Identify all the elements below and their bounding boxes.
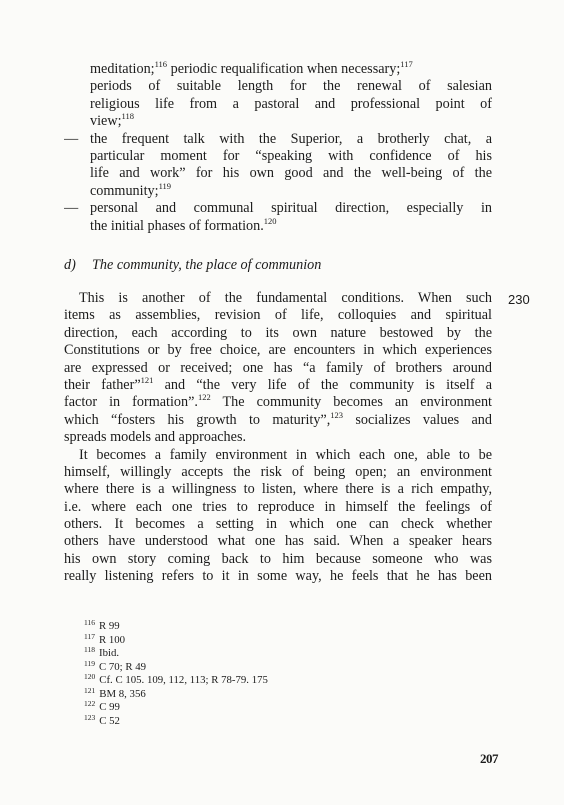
text-run: meditation; [90, 61, 155, 77]
text-run: others. It becomes a setting in which one can check whether [64, 516, 492, 533]
text-run: items as assemblies, revision of life, colloquies and spiritual [64, 307, 492, 324]
list-line [64, 61, 492, 78]
text-run: personal and communal spiritual direction, especially in [90, 200, 492, 217]
text-run: Constitutions or by free choice, are encounters in which experiences [64, 342, 492, 359]
text-run: really listening refers to it in some way, he feels that he has been [64, 568, 492, 585]
footnote-number: 119 [84, 658, 95, 668]
paragraph-line [64, 551, 492, 568]
margin-paragraph-number: 230 [508, 292, 530, 307]
section-heading [64, 257, 321, 274]
footnote [84, 647, 268, 661]
footnote-number: 121 [84, 685, 96, 695]
list-line [64, 215, 492, 235]
paragraph-line [64, 464, 492, 481]
list-dash: — [64, 130, 79, 147]
footnote-number: 118 [84, 645, 95, 654]
footnotes [84, 620, 268, 728]
text-run: periodic requalification when necessary; [167, 61, 401, 77]
text-run: spreads models and approaches. [64, 429, 247, 446]
footnote-text: BM 8, 356 [99, 687, 146, 700]
footnote-number: 117 [84, 631, 95, 641]
footnote-text: C 99 [99, 701, 120, 713]
footnote [84, 658, 268, 675]
paragraph-line [64, 412, 492, 429]
footnote-number: 122 [84, 699, 96, 708]
list-dash: — [64, 200, 79, 217]
footnote [84, 620, 268, 634]
paragraph-line [64, 360, 492, 377]
paragraph-line [64, 429, 492, 446]
text-run: himself, willingly accepts the risk of being open; an environment [64, 463, 492, 480]
footnote-ref: 120 [263, 215, 277, 226]
text-run: The community becomes an environment [210, 394, 492, 411]
paragraph-line [64, 290, 492, 307]
paragraph-line [64, 533, 492, 550]
footnote [84, 685, 268, 702]
paragraph-line [64, 394, 492, 411]
paragraph-line [64, 325, 492, 342]
text-run: and “the very life of the community is itself a [153, 376, 492, 393]
text-run: view; [90, 113, 122, 130]
footnote-ref: 119 [158, 180, 172, 191]
footnote-number: 123 [84, 712, 96, 722]
paragraph-line [64, 516, 492, 533]
text-run: religious life from a pastoral and professional point of [90, 95, 492, 112]
page-number: 207 [480, 751, 498, 766]
list-line [64, 78, 492, 95]
list-line [64, 148, 492, 165]
list-line [64, 113, 492, 130]
footnote [84, 631, 268, 648]
list-line [64, 200, 492, 217]
footnote-text: Cf. C 105. 109, 112, 113; R 78-79. 175 [99, 674, 268, 686]
text-run: community; [90, 182, 159, 199]
paragraph-line [64, 342, 492, 359]
paragraph-line [64, 481, 492, 498]
footnote-number: 120 [84, 672, 96, 681]
text-run: It becomes a family environment in which each one, able to be [79, 446, 492, 463]
text-run: factor in formation”. [64, 394, 198, 411]
footnote-ref: 122 [197, 394, 211, 403]
text-run: are expressed or received; one has “a family of brothers around [64, 359, 492, 376]
text-run: socializes values and [343, 411, 492, 428]
footnote [84, 701, 268, 715]
text-run: the frequent talk with the Superior, a brotherly chat, a [90, 130, 492, 147]
paragraph-line [64, 568, 492, 585]
paragraph-line [64, 307, 492, 324]
paragraph-line [64, 377, 492, 394]
list-line [64, 180, 492, 200]
body-text [64, 290, 492, 586]
text-run: where there is a willingness to listen, where there is a rich empathy, [64, 481, 492, 498]
footnote-ref: 121 [140, 376, 154, 385]
list-line [64, 165, 492, 182]
text-run: direction, each according to its own nature bestowed by the [64, 324, 492, 341]
footnote-ref: 118 [121, 111, 134, 122]
section-title: The community, the place of communion [92, 257, 322, 273]
list-line [64, 131, 492, 148]
footnote-text: R 100 [98, 633, 126, 646]
text-run: This is another of the fundamental conditions. When such [79, 290, 492, 306]
footnote-text: C 52 [99, 714, 120, 727]
section-letter: d) [64, 257, 76, 273]
footnote-number: 116 [84, 618, 95, 627]
footnote [84, 712, 268, 729]
footnote-ref: 116 [154, 59, 168, 69]
footnote-ref: 117 [400, 59, 413, 69]
footnote-text: C 70; R 49 [98, 660, 147, 673]
text-run: the initial phases of formation. [90, 217, 264, 234]
text-run: their father” [64, 376, 141, 393]
footnote-text: R 99 [98, 620, 120, 632]
footnote-ref: 123 [330, 411, 344, 420]
footnote-text: Ibid. [98, 647, 120, 659]
text-run: which “fosters his growth to maturity”, [64, 411, 331, 428]
paragraph-line [64, 447, 492, 464]
text-run: his own story coming back to him because someone who was [64, 550, 492, 567]
paragraph-line [64, 499, 492, 516]
text-run: particular moment for “speaking with confidence of his [90, 147, 492, 164]
text-run: periods of suitable length for the renewal of salesian [90, 78, 492, 95]
footnote [84, 674, 268, 688]
text-run: others have understood what one has said. When a speaker hears [64, 533, 492, 550]
text-run: life and work” for his own good and the well-being of the [90, 165, 492, 182]
list-continuation [64, 61, 492, 235]
text-run: i.e. where each one tries to reproduce in himself the feelings of [64, 498, 492, 515]
